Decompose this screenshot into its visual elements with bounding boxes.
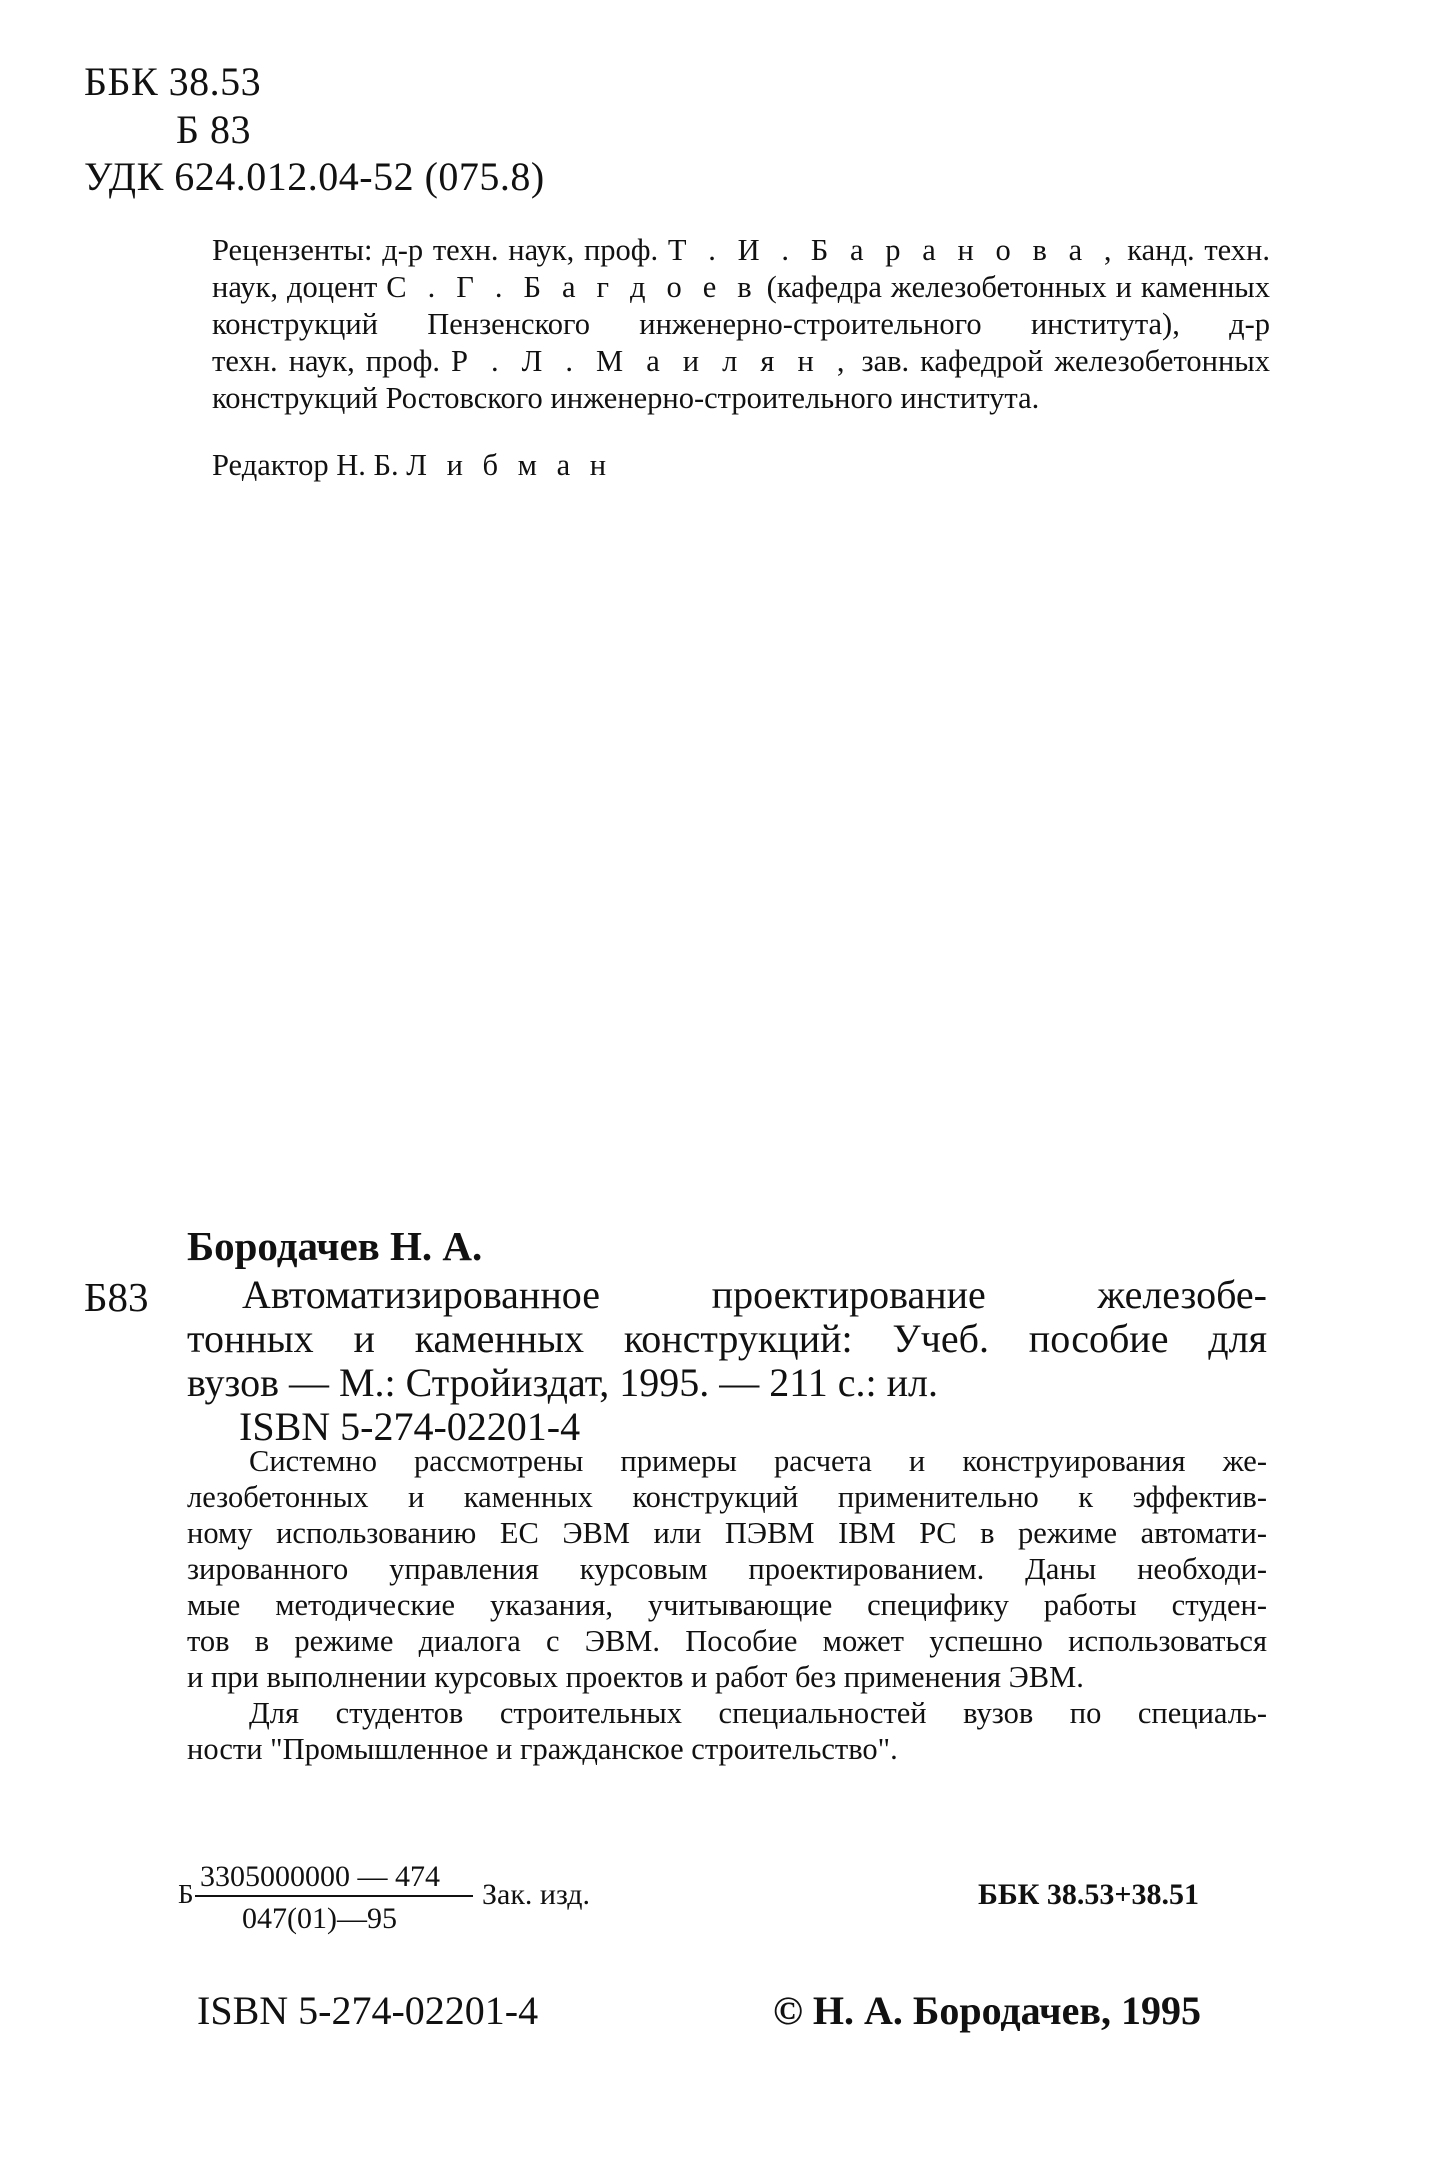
reviewer-name-bagdoev: С . Г . Б а г д о е в bbox=[386, 270, 758, 304]
abstract-line: ному использованию ЕС ЭВМ или ПЭВМ IBM PC в режиме автомати- bbox=[187, 1516, 1267, 1550]
abstract-line: лезобетонных и каменных конструкций применительно к эффектив- bbox=[187, 1480, 1267, 1514]
reviewers-block bbox=[212, 232, 1270, 417]
author-mark: Б 83 bbox=[176, 107, 251, 152]
book-author: Бородачев Н. А. bbox=[187, 1223, 483, 1269]
abstract-line: тов в режиме диалога с ЭВМ. Пособие может успешно использоваться bbox=[187, 1624, 1267, 1658]
footer-isbn: ISBN 5-274-02201-4 bbox=[197, 1988, 539, 2033]
reviewers-line-3: конструкций Пензенского инженерно-строительного института), д-р bbox=[212, 307, 1270, 341]
audience-line: Для студентов строительных специальностей вузов по специаль- bbox=[249, 1696, 1267, 1730]
catalog-fraction-bar bbox=[195, 1895, 473, 1897]
book-title-line-2: тонных и каменных конструкций: Учеб. пособие для bbox=[187, 1316, 1267, 1361]
udk-code: УДК 624.012.04-52 (075.8) bbox=[84, 154, 545, 199]
copyright: © Н. А. Бородачев, 1995 bbox=[773, 1988, 1201, 2033]
bbk-footer: ББК 38.53+38.51 bbox=[978, 1878, 1200, 1911]
catalog-denominator: 047(01)—95 bbox=[242, 1902, 397, 1935]
abstract-line: зированного управления курсовым проектированием. Даны необходи- bbox=[187, 1552, 1267, 1586]
reviewer-name-baranova: Т . И . Б а р а н о в а , bbox=[667, 233, 1118, 267]
book-title-line-1: Автоматизированное проектирование железобе- bbox=[242, 1272, 1267, 1317]
bbk-code: ББК 38.53 bbox=[84, 59, 262, 104]
book-isbn: ISBN 5-274-02201-4 bbox=[239, 1404, 581, 1449]
editor-line: Редактор Н. Б. Л и б м а н bbox=[212, 448, 613, 482]
audience-line: ности "Промышленное и гражданское строительство". bbox=[187, 1732, 898, 1766]
reviewers-line-4: техн. наук, проф. Р . Л . М а и л я н , зав. кафедрой железобетонных bbox=[212, 344, 1271, 378]
order-note: Зак. изд. bbox=[482, 1878, 591, 1911]
abstract-line: Системно рассмотрены примеры расчета и конструирования же- bbox=[249, 1444, 1267, 1478]
editor-name: Л и б м а н bbox=[406, 448, 613, 482]
book-index: Б83 bbox=[84, 1274, 149, 1320]
reviewer-name-mailyan: Р . Л . М а и л я н , bbox=[451, 344, 851, 378]
book-imprint: вузов — М.: Стройиздат, 1995. — 211 с.: ил. bbox=[187, 1360, 938, 1405]
reviewers-line-5: конструкций Ростовского инженерно-строительного института. bbox=[212, 381, 1040, 415]
catalog-numerator: 3305000000 — 474 bbox=[200, 1860, 440, 1893]
abstract-line: и при выполнении курсовых проектов и работ без применения ЭВМ. bbox=[187, 1660, 1084, 1694]
reviewers-line-2: наук, доцент С . Г . Б а г д о е в (кафедра железобетонных и каменных bbox=[212, 270, 1271, 304]
abstract-line: мые методические указания, учитывающие специфику работы студен- bbox=[187, 1588, 1267, 1622]
book-description bbox=[187, 1273, 1267, 1449]
catalog-prefix: Б bbox=[178, 1879, 194, 1909]
abstract bbox=[187, 1443, 1267, 1767]
reviewers-line-1: Рецензенты: д-р техн. наук, проф. Т . И . Б а р а н о в а , канд. техн. bbox=[212, 233, 1270, 267]
